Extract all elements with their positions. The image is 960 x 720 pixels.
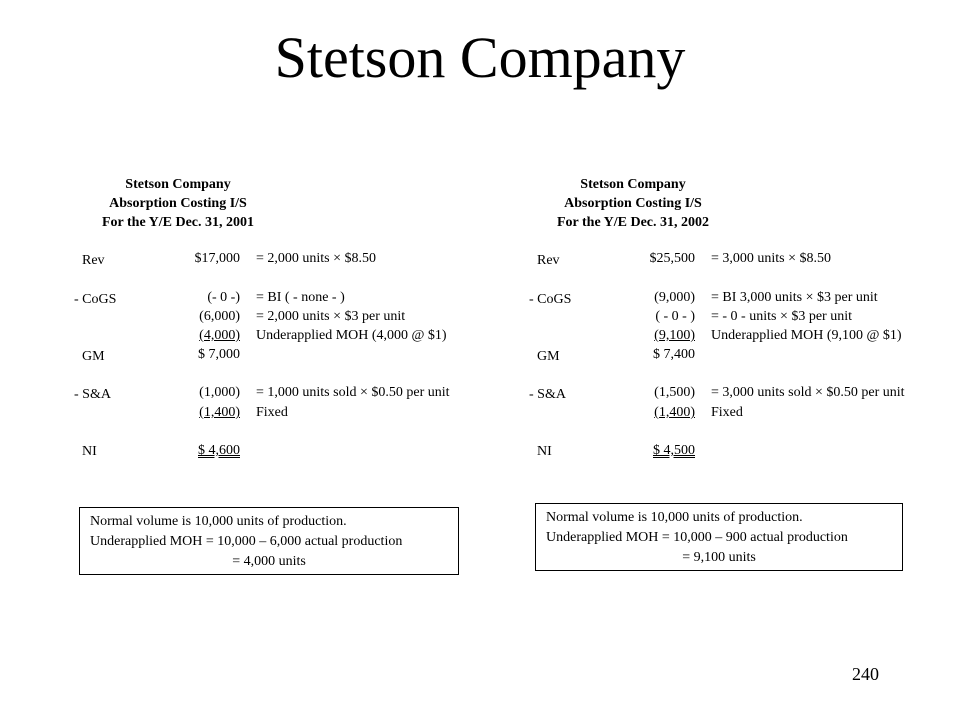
note-box-2002 [535,503,903,571]
rev-label: Rev [82,253,105,268]
gm-label: GM [82,349,105,364]
cogs-note-2: = 2,000 units × $3 per unit [256,309,406,324]
sa-note-2: Fixed [711,405,743,420]
gm-amount: $ 7,000 [198,347,240,362]
note-line-3: = 9,100 units [682,550,756,565]
ni-label: NI [537,444,552,459]
cogs-amount-1: (- 0 -) [207,290,240,305]
sa-note-1: = 3,000 units sold × $0.50 per unit [711,385,905,400]
rev-note: = 3,000 units × $8.50 [711,251,832,266]
rev-amount: $17,000 [194,251,240,266]
rev-note: = 2,000 units × $8.50 [256,251,377,266]
cogs-note-1: = BI ( - none - ) [256,290,345,305]
rev-label: Rev [537,253,560,268]
cogs-amount-2: ( - 0 - ) [655,309,695,324]
cogs-note-1: = BI 3,000 units × $3 per unit [711,290,878,305]
cogs-amount-3: (9,100) [654,328,695,343]
note-line-2: Underapplied MOH = 10,000 – 900 actual production [546,530,848,545]
sa-amount-1: (1,500) [654,385,695,400]
cogs-note-3: Underapplied MOH (4,000 @ $1) [256,328,447,343]
sa-label: - S&A [74,387,111,402]
note-line-3: = 4,000 units [232,554,306,569]
cogs-amount-1: (9,000) [654,290,695,305]
cogs-amount-2: (6,000) [199,309,240,324]
statement-company-name: Stetson Company [580,177,686,192]
statement-company-name: Stetson Company [125,177,231,192]
page-number: 240 [852,664,879,684]
cogs-note-2: = - 0 - units × $3 per unit [711,309,852,324]
sa-note-1: = 1,000 units sold × $0.50 per unit [256,385,450,400]
cogs-label: - CoGS [529,292,572,307]
note-line-1: Normal volume is 10,000 units of production. [546,510,803,525]
income-statement-2002 [455,172,905,472]
slide-title: Stetson Company [274,25,686,90]
ni-label: NI [82,444,97,459]
sa-amount-2: (1,400) [654,405,695,420]
ni-amount: $ 4,600 [198,443,240,458]
statement-period: For the Y/E Dec. 31, 2002 [556,215,710,230]
cogs-amount-3: (4,000) [199,328,240,343]
note-line-1: Normal volume is 10,000 units of production. [90,514,347,529]
note-line-2: Underapplied MOH = 10,000 – 6,000 actual production [90,534,403,549]
statement-type: Absorption Costing I/S [564,196,702,211]
sa-amount-1: (1,000) [199,385,240,400]
gm-label: GM [537,349,560,364]
statement-type: Absorption Costing I/S [109,196,247,211]
ni-amount: $ 4,500 [653,443,695,458]
statement-period: For the Y/E Dec. 31, 2001 [101,215,255,230]
cogs-note-3: Underapplied MOH (9,100 @ $1) [711,328,902,343]
income-statement-2001 [0,172,450,472]
sa-amount-2: (1,400) [199,405,240,420]
sa-note-2: Fixed [256,405,288,420]
cogs-label: - CoGS [74,292,117,307]
gm-amount: $ 7,400 [653,347,695,362]
rev-amount: $25,500 [649,251,695,266]
sa-label: - S&A [529,387,566,402]
note-box-2001 [79,507,459,575]
